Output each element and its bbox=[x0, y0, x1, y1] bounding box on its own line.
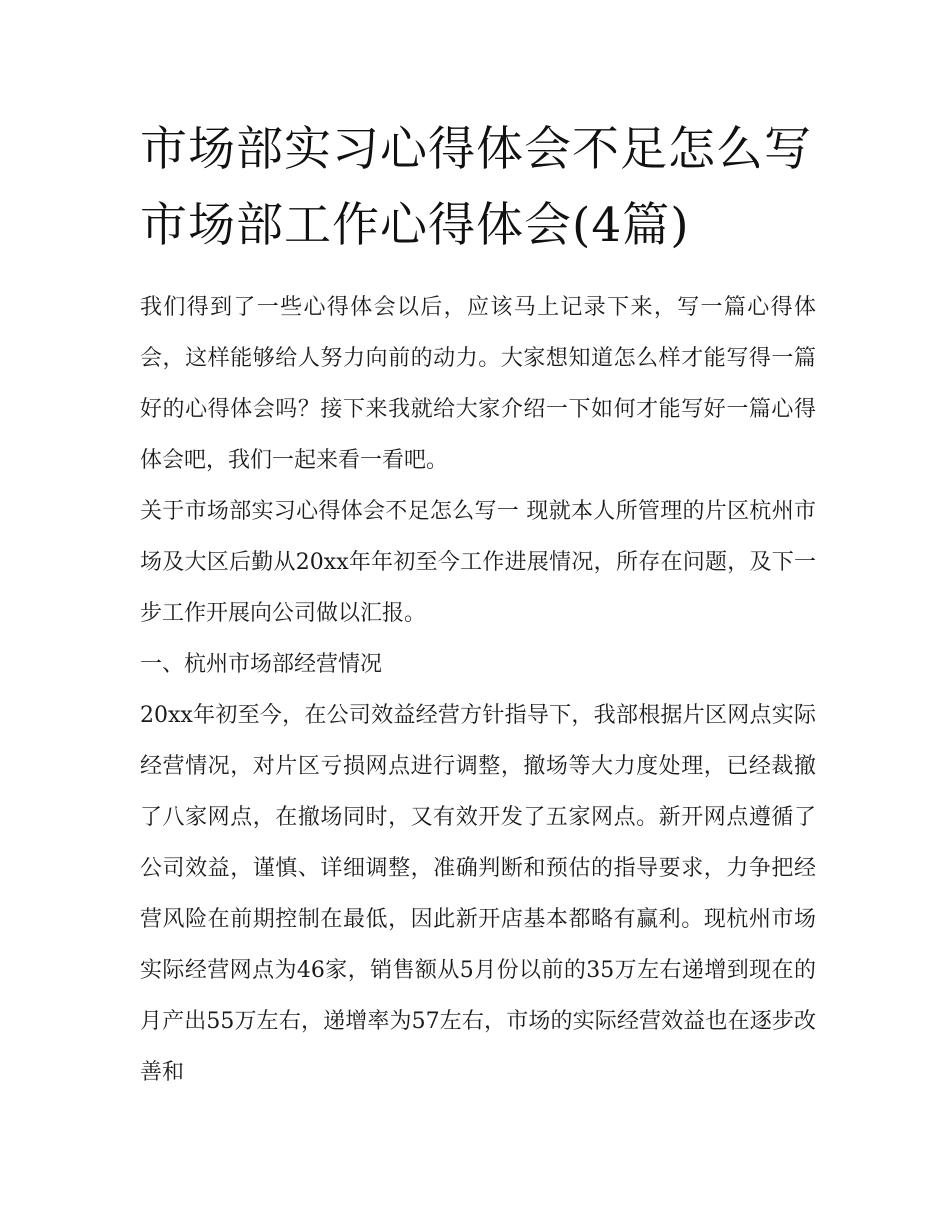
document-page bbox=[140, 112, 816, 1098]
section-one-intro-paragraph: 关于市场部实习心得体会不足怎么写一 现就本人所管理的片区杭州市场及大区后勤从20xx年年初至今工作进展情况，所存在问题，及下一步工作开展向公司做以汇报。 bbox=[140, 499, 816, 626]
document-title: 市场部实习心得体会不足怎么写 市场部工作心得体会(4篇) bbox=[140, 122, 812, 253]
intro-paragraph: 我们得到了一些心得体会以后，应该马上记录下来，写一篇心得体会，这样能够给人努力向前的动力。大家想知道怎么样才能写得一篇好的心得体会吗？接下来我就给大家介绍一下如何才能写好一篇心得体会吧，我们一起来看一看吧。 bbox=[140, 295, 816, 473]
section-heading: 一、杭州市场部经营情况 bbox=[140, 652, 383, 677]
body-paragraph: 20xx年初至今，在公司效益经营方针指导下，我部根据片区网点实际经营情况，对片区亏损网点进行调整，撤场等大力度处理，已经裁撤了八家网点，在撤场同时，又有效开发了五家网点。新开网点遵循了公司效益，谨慎、详细调整，准确判断和预估的指导要求，力争把经营风险在前期控制在最低，因此新开店基本都略有赢利。现杭州市场实际经营网点为46家，销售额从5月份以前的35万左右递增到现在的月产出55万左右，递增率为57左右，市场的实际经营效益也在逐步改善和 bbox=[140, 703, 816, 1085]
